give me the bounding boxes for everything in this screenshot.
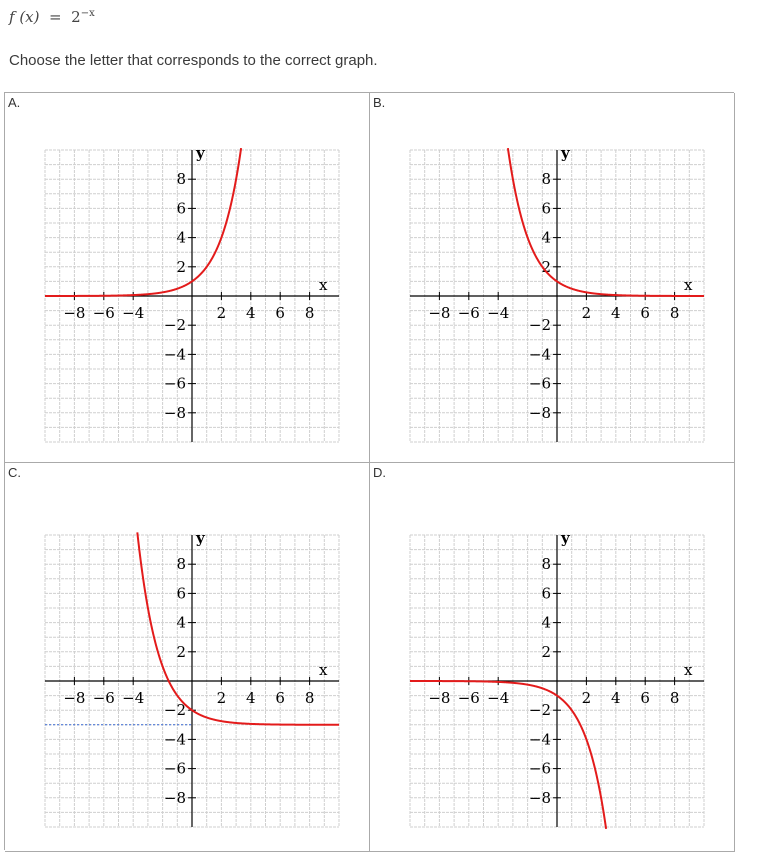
x-axis-label: x xyxy=(319,276,328,294)
y-tick-label: 2 xyxy=(541,257,551,276)
x-tick-label: −4 xyxy=(122,689,145,707)
x-tick-label: −8 xyxy=(428,304,451,322)
y-tick-label: 8 xyxy=(176,555,186,574)
x-tick-label: −8 xyxy=(428,689,451,707)
graph-c xyxy=(5,463,369,851)
y-tick-label: 4 xyxy=(541,228,551,247)
x-tick-label: 6 xyxy=(640,304,650,322)
x-tick-label: 4 xyxy=(246,304,256,322)
y-tick-label: 2 xyxy=(176,257,186,276)
y-tick-label: −2 xyxy=(163,701,186,720)
x-tick-label: −8 xyxy=(63,689,86,707)
y-axis-label: y xyxy=(561,529,570,547)
x-tick-label: 6 xyxy=(640,689,650,707)
x-tick-label: 4 xyxy=(611,304,621,322)
x-tick-label: −6 xyxy=(457,304,480,322)
y-tick-label: −8 xyxy=(163,403,186,422)
option-d[interactable] xyxy=(370,463,735,852)
option-letter: C. xyxy=(8,465,21,480)
x-tick-label: 2 xyxy=(581,689,592,707)
x-tick-label: 8 xyxy=(304,304,315,322)
option-letter: B. xyxy=(373,95,386,110)
y-tick-label: 6 xyxy=(541,584,551,603)
y-tick-label: 4 xyxy=(176,228,186,247)
y-tick-label: −4 xyxy=(528,345,551,364)
x-tick-label: −4 xyxy=(487,689,510,707)
y-axis-label: y xyxy=(196,529,205,547)
x-axis-label: x xyxy=(319,661,328,679)
x-tick-label: 2 xyxy=(581,304,592,322)
x-axis-label: x xyxy=(684,276,693,294)
x-tick-label: 8 xyxy=(304,689,315,707)
option-letter: A. xyxy=(8,95,21,110)
y-tick-label: 6 xyxy=(541,199,551,218)
x-tick-label: −4 xyxy=(487,304,510,322)
y-tick-label: −8 xyxy=(528,403,551,422)
graph-b xyxy=(370,93,734,462)
x-tick-label: 2 xyxy=(216,304,227,322)
y-tick-label: −6 xyxy=(163,374,186,393)
x-tick-label: −6 xyxy=(92,304,115,322)
formula-exponent: −x xyxy=(80,8,95,19)
y-tick-label: −2 xyxy=(528,316,551,335)
y-tick-label: −8 xyxy=(528,788,551,807)
graph-d xyxy=(370,463,734,851)
y-tick-label: 6 xyxy=(176,584,186,603)
y-tick-label: −6 xyxy=(163,759,186,778)
option-letter: D. xyxy=(373,465,386,480)
x-tick-label: −6 xyxy=(457,689,480,707)
y-tick-label: −2 xyxy=(163,316,186,335)
question-text: Choose the letter that corresponds to the correct graph. xyxy=(9,52,378,69)
y-tick-label: −4 xyxy=(163,730,186,749)
y-axis-label: y xyxy=(561,144,570,162)
y-tick-label: 2 xyxy=(541,642,551,661)
y-axis-label: y xyxy=(196,144,205,162)
y-tick-label: −8 xyxy=(163,788,186,807)
x-tick-label: 4 xyxy=(611,689,621,707)
y-tick-label: −6 xyxy=(528,374,551,393)
x-tick-label: −8 xyxy=(63,304,86,322)
x-axis-label: x xyxy=(684,661,693,679)
y-tick-label: 4 xyxy=(176,613,186,632)
y-tick-label: 8 xyxy=(541,555,551,574)
graph-a xyxy=(5,93,369,462)
y-tick-label: −4 xyxy=(163,345,186,364)
y-tick-label: 2 xyxy=(176,642,186,661)
x-tick-label: 6 xyxy=(275,689,285,707)
option-a[interactable] xyxy=(5,93,370,463)
option-b[interactable] xyxy=(370,93,735,463)
x-tick-label: 6 xyxy=(275,304,285,322)
y-tick-label: 4 xyxy=(541,613,551,632)
x-tick-label: 4 xyxy=(246,689,256,707)
y-tick-label: −4 xyxy=(528,730,551,749)
y-tick-label: −6 xyxy=(528,759,551,778)
x-tick-label: 8 xyxy=(669,689,680,707)
x-tick-label: −6 xyxy=(92,689,115,707)
y-tick-label: 8 xyxy=(176,170,186,189)
x-tick-label: 8 xyxy=(669,304,680,322)
y-tick-label: 6 xyxy=(176,199,186,218)
x-tick-label: −4 xyxy=(122,304,145,322)
y-tick-label: −2 xyxy=(528,701,551,720)
y-tick-label: 8 xyxy=(541,170,551,189)
formula-base: 2 xyxy=(71,8,81,26)
answer-options-table xyxy=(4,92,734,850)
formula-equals: = xyxy=(49,8,62,26)
formula-lhs: f (x) xyxy=(9,8,40,26)
x-tick-label: 2 xyxy=(216,689,227,707)
option-c[interactable] xyxy=(5,463,370,852)
function-formula xyxy=(9,8,95,26)
